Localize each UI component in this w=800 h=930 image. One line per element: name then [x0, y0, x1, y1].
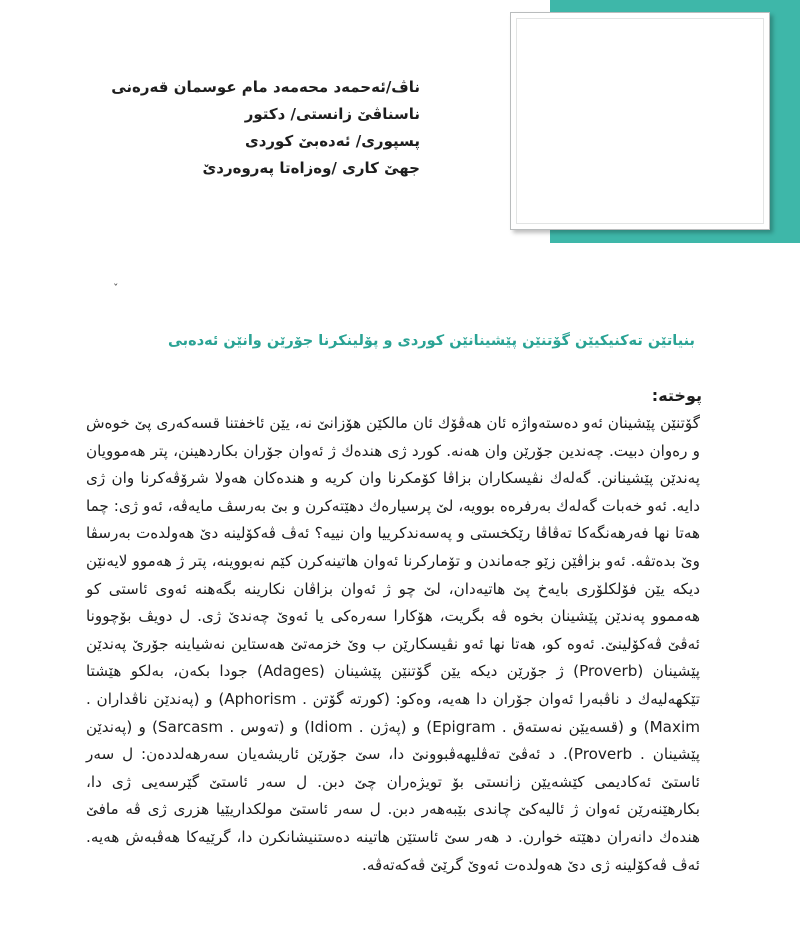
author-academic-rank: ناسناڤێ زانستی/ دکتور: [244, 105, 420, 123]
author-photo-frame: [510, 12, 770, 230]
abstract-body: [86, 410, 700, 879]
author-workplace: جهێ کاری /وەزاەتا پەروەردێ: [202, 159, 420, 177]
abstract-heading: پوختە:: [651, 386, 702, 405]
author-name: ناڤ/ئەحمەد محەمەد مام عوسمان قەرەنى: [111, 78, 420, 96]
author-specialty: پسپوری/ ئەدەبێ کوردی: [244, 132, 420, 150]
abstract-paragraph: گۆتنێن پێشینان ئەو دەستەواژە ئان هەڤۆك ئان مالکێن هۆزانێ نە، یێن ئاخفتنا قسەکەری پێ خوەش و رەوان دبیت. چەندین جۆرێن وان هەنە. کورد ژی هندەك ژ ئەوان جۆران بکاردهینن، پتر هەموویان پەندێن پێشینانن. گەلەك نڤیسکاران بزاڤا کۆمکرنا وان کریە و هندەکان هەولا شرۆڤەکرنا وان ژی دایە. ئەو خەبات گەلەك بەرفرەه بوویە، لێ پرسیارەك دهێتەکرن و بێ بەرسڤ مایەڤە، ئەو ژی: چما هەتا نها فەرهەنگەکا تەڤاڤا رێکخستی و پەسەندکرییا وان نییە؟ ئەڤ ڤەکۆلینە دێ هەولدەت بەرسڤا وێ بدەتڤە. ئەو بزاڤێن زێو جەماندن و تۆمارکرنا ئەوان هاتینەکرن کێم نەبووینە، پتر ژ هەموو لایەنێن دیکە یێن فۆلکلۆری بایەخ پێ هاتیەدان، لێ چو ژ ئەوان بزاڤان نکارینە بگەهنە ئەوی ئاستی کو هەمموو پەندێن پێشینان بخوە ڤە بگریت، هۆکارا سەرەکی یا ئەوێ چەندێ ژی. ل دویڤ بۆچوونا ئەڤێ ڤەکۆلینێ. ئەوە کو، هەتا نها ئەو نڤیسکارێن ب وێ خزمەتێ هەستاین نەشیاینە جۆرێ پەندێن پێشینان (Proverb) ژ جۆرێن دیکە یێن گۆتنێن پێشینان (Adages) جودا بکەن، بەلکو هێشتا تێکهەلیەك د ناڤبەرا ئەوان جۆران دا هەیە، وەکو: (کورتە گۆتن . Aphorism) و (پەندێن ناڤداران . Maxim) و (قسەیێن نەستەق . Epigram) و (پەژن . Idiom) و (تەوس . Sarcasm) و (پەندێن پێشینان . Proverb). د ئەڤێ تەڤلیهەڤبوونێ دا، سێ جۆرێن ئاریشەیان سەرهەلددەن: ل سەر ئاستێ ئەکادیمی کێشەیێن زانستی بۆ تویژەران چێ دبن. ل سەر ئاستێ گێرسەیی ژی دا، بکارهێنەرێن ئەوان ژ ئالیەکێ چاندی بێبەهەر دبن. ل سەر ئاستێ مولکداریێیا هزری ژی ڤە مافێ هندەك دانەران دهێتە خوارن. د هەر سێ ئاستێن هاتینە دەستنیشانکرن دا، گرێیەکا هەڤبەش هەیە. ئەڤ ڤەکۆلینە ژی دێ هەولدەت ئەوێ گرێێ ڤەکەتەڤە.: [86, 414, 700, 874]
author-info: [111, 74, 420, 182]
article-title: بنیاتێن تەکنیکیێن گۆتنێن پێشینانێن کوردی و پۆلینکرنا جۆرێن وانێن ئەدەبی: [168, 333, 695, 349]
author-photo-placeholder: [516, 18, 764, 224]
stray-mark: ˇ: [113, 282, 119, 295]
